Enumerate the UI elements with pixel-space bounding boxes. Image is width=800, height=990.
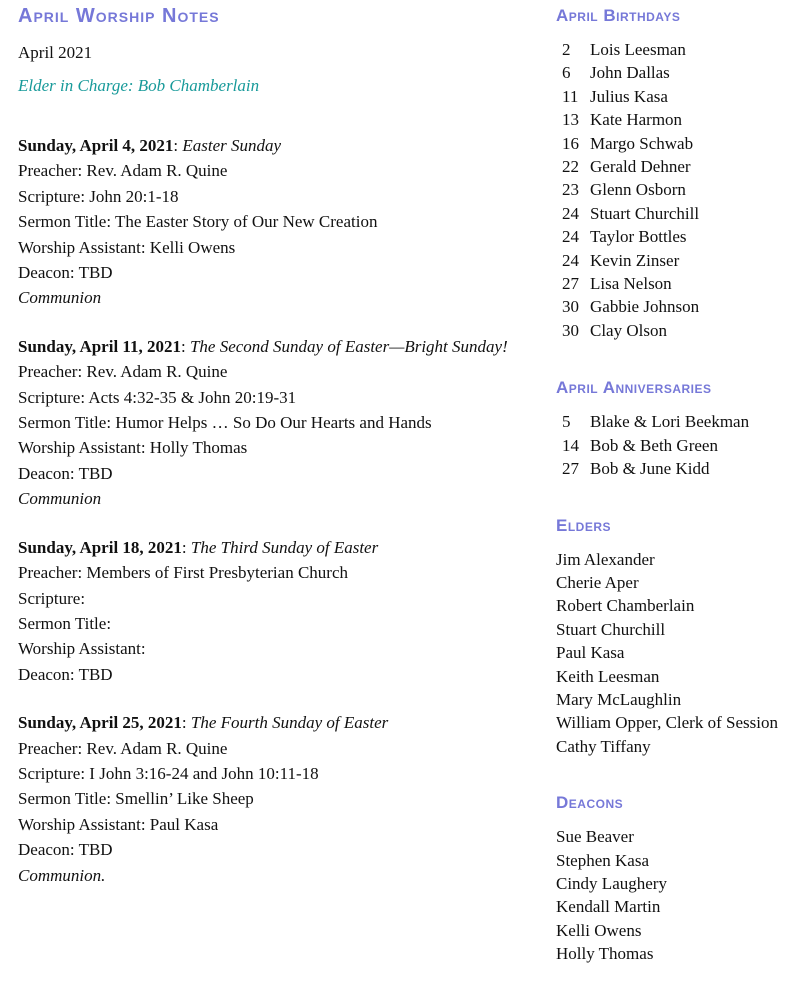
birthday-name: Julius Kasa [590,86,668,106]
birthday-row [556,155,800,178]
birthday-row [556,85,800,108]
scripture-line: Scripture: John 20:1-18 [18,186,179,206]
sermon-title-line: Sermon Title: Smellin’ Like Sheep [18,789,254,809]
deacon-name: Kelli Owens [556,920,642,940]
communion-line: Communion. [18,865,106,885]
anniversaries-title: April Anniversaries [556,378,712,398]
anniversary-row [556,457,800,480]
worship-assistant-line: Worship Assistant: Holly Thomas [18,438,248,458]
preacher-line: Preacher: Rev. Adam R. Quine [18,738,228,758]
anniversary-row [556,434,800,457]
scripture-line: Scripture: [18,588,86,608]
worship-assistant-line: Worship Assistant: [18,639,146,659]
birthday-day: 22 [562,157,579,177]
service-header [18,535,546,560]
service-title: Easter Sunday [182,136,282,155]
service-block-april-18 [18,535,546,687]
birthdays-list [556,38,800,342]
birthday-name: Lisa Nelson [590,274,672,294]
sermon-title-line: Sermon Title: Humor Helps … So Do Our Hearts and Hands [18,413,432,433]
service-date: Sunday, April 18, 2021 [18,537,182,557]
preacher-line: Preacher: Members of First Presbyterian Church [18,563,348,583]
birthday-row [556,108,800,131]
elder-name: Mary McLaughlin [556,689,682,709]
birthday-day: 24 [562,250,579,270]
scripture-line: Scripture: I John 3:16-24 and John 10:11-18 [18,763,319,783]
colon: : [181,537,187,557]
birthday-name: Glenn Osborn [590,180,686,200]
scripture-line: Scripture: Acts 4:32-35 & John 20:19-31 [18,387,297,407]
birthday-name: Kevin Zinser [590,250,680,270]
deacons-title: Deacons [556,793,624,813]
birthday-row [556,132,800,155]
birthday-name: Margo Schwab [590,133,694,153]
elder-name: William Opper, Clerk of Session [556,713,778,733]
rosters-column [556,0,800,990]
communion-line: Communion [18,489,102,509]
birthday-name: John Dallas [590,63,670,83]
elder-name: Stuart Churchill [556,619,666,639]
worship-notes-title: April Worship Notes [18,5,220,27]
elder-name: Paul Kasa [556,643,625,663]
service-date: Sunday, April 11, 2021 [18,336,181,356]
service-title: The Second Sunday of Easter—Bright Sunday! [189,336,508,356]
birthday-name: Lois Leesman [590,40,686,59]
service-date: Sunday, April 4, 2021 [18,136,174,155]
preacher-line: Preacher: Rev. Adam R. Quine [18,161,228,181]
anniversary-name: Bob & June Kidd [590,459,710,479]
birthday-name: Gerald Dehner [590,157,691,177]
birthday-row [556,61,800,84]
birthday-row [556,202,800,225]
birthday-row [556,178,800,201]
birthday-day: 23 [562,180,579,200]
elder-name: Robert Chamberlain [556,596,695,616]
service-block-april-25 [18,710,546,888]
deacon-name: Stephen Kasa [556,850,650,870]
service-header [18,334,546,359]
birthday-day: 16 [562,133,579,153]
colon: : [180,336,186,356]
birthday-day: 24 [562,203,579,223]
birthday-day: 30 [562,297,579,317]
birthday-name: Taylor Bottles [590,227,687,247]
birthday-row [556,249,800,272]
birthday-row [556,38,800,61]
preacher-line: Preacher: Rev. Adam R. Quine [18,362,228,382]
birthday-day: 30 [562,320,579,340]
birthday-name: Kate Harmon [590,110,683,130]
deacon-line: Deacon: TBD [18,840,113,860]
birthday-row [556,272,800,295]
birthday-day: 13 [562,110,579,130]
colon: : [181,713,187,733]
birthday-row [556,319,800,342]
elders-title: Elders [556,515,612,535]
service-date: Sunday, April 25, 2021 [18,713,182,733]
birthday-day: 27 [562,274,579,294]
anniversary-name: Bob & Beth Green [590,435,718,455]
anniversary-day: 14 [562,435,579,455]
deacon-line: Deacon: TBD [18,664,113,684]
anniversary-row [556,410,800,433]
deacon-name: Sue Beaver [556,827,634,847]
birthday-row [556,295,800,318]
birthday-day: 2 [562,40,571,59]
birthday-name: Clay Olson [590,320,667,340]
service-block-april-4 [18,133,546,311]
birthday-name: Stuart Churchill [590,203,700,223]
birthdays-title: April Birthdays [556,6,681,25]
month-line: April 2021 [18,43,93,62]
birthday-name: Gabbie Johnson [590,297,700,317]
colon: : [173,136,179,155]
anniversaries-list [556,410,800,480]
worship-assistant-line: Worship Assistant: Kelli Owens [18,237,236,257]
communion-line: Communion [18,288,102,308]
service-title: The Third Sunday of Easter [190,537,379,557]
sermon-title-line: Sermon Title: The Easter Story of Our New Creation [18,212,378,232]
elder-name: Jim Alexander [556,549,655,569]
birthday-day: 6 [562,63,571,83]
anniversary-day: 27 [562,459,579,479]
birthday-day: 24 [562,227,579,247]
birthday-row [556,225,800,248]
elder-name: Cherie Aper [556,572,639,592]
birthday-day: 11 [562,86,579,106]
deacon-line: Deacon: TBD [18,463,113,483]
deacon-name: Kendall Martin [556,897,661,917]
service-block-april-11 [18,334,546,512]
anniversary-day: 5 [562,412,571,432]
elder-name: Keith Leesman [556,666,660,686]
service-header [18,710,546,735]
anniversary-name: Blake & Lori Beekman [590,412,750,432]
elder-name: Cathy Tiffany [556,736,651,756]
service-title: The Fourth Sunday of Easter [190,713,389,733]
elder-in-charge-line: Elder in Charge: Bob Chamberlain [18,76,260,95]
deacon-name: Cindy Laughery [556,873,667,893]
elders-list [556,548,800,759]
deacon-name: Holly Thomas [556,944,654,964]
service-header [18,133,546,158]
deacons-list [556,825,800,965]
sermon-title-line: Sermon Title: [18,613,112,633]
deacon-line: Deacon: TBD [18,263,113,283]
worship-assistant-line: Worship Assistant: Paul Kasa [18,814,219,834]
